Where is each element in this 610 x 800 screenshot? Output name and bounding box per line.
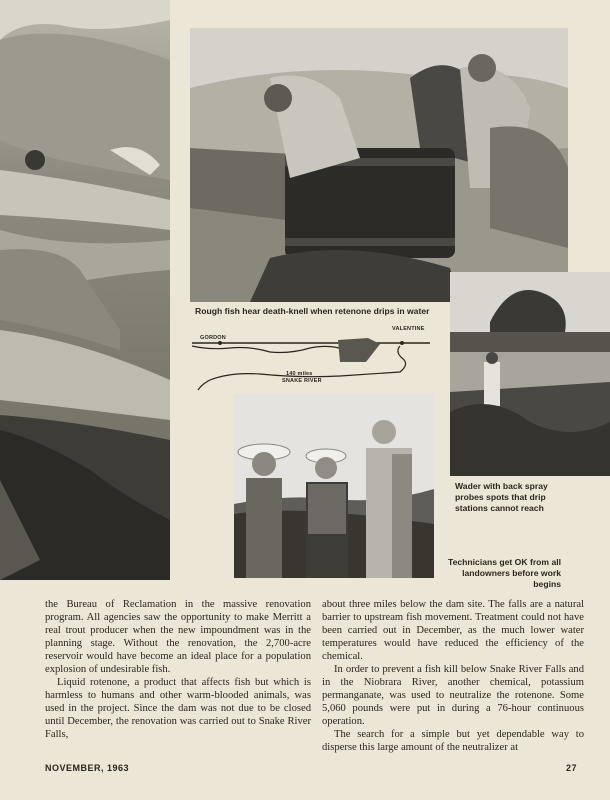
article-paragraph: about three miles below the dam site. The falls are a natural barrier to upstream fish movement. Treatment could not have been carried out in December, as the much lower water temperatures would have reduced the efficiency of the chemical. bbox=[322, 599, 584, 662]
landscape-photo bbox=[0, 0, 170, 580]
distance-label: 140 miles bbox=[286, 371, 313, 377]
article-paragraph: the Bureau of Reclamation in the massive renovation program. All agencies saw the opportunity to make Merritt a real trout producer when the new impoundment was in the planning stage. Without the renovation, the 2,700-acre reservoir would have become an ideal place for a population explosion of undesirable fish. bbox=[45, 599, 311, 675]
technicians-photo bbox=[234, 394, 434, 578]
article-column-2 bbox=[322, 598, 584, 754]
rough-fish-caption: Rough fish hear death-knell when retenone drips in water bbox=[195, 306, 430, 316]
gordon-label: GORDON bbox=[200, 335, 226, 341]
barrel-photo bbox=[190, 28, 568, 302]
article-paragraph: In order to prevent a fish kill below Snake River Falls and in the Niobrara River, another chemical, potassium permanganate, was used to neutralize the rotenone. Some 5,060 pounds were put in during a 76-hour continuous operation. bbox=[322, 664, 584, 727]
article-paragraph: The search for a simple but yet dependable way to disperse this large amount of the neutralizer at bbox=[322, 729, 584, 753]
article-paragraph: Liquid rotenone, a product that affects fish but which is harmless to humans and other warm-blooded animals, was used in the project. Since the dam was not due to be closed until December, the renovation was carried out to Snake River Falls, bbox=[45, 677, 311, 740]
page-number: 27 bbox=[566, 763, 578, 773]
wader-caption: Wader with back spray probes spots that drip stations cannot reach bbox=[455, 481, 548, 513]
wader-photo bbox=[450, 272, 610, 476]
article-column-1 bbox=[45, 598, 311, 741]
river-label: SNAKE RIVER bbox=[282, 378, 322, 384]
technicians-caption: Technicians get OK from all landowners before work begins bbox=[447, 557, 561, 589]
footer-date: NOVEMBER, 1963 bbox=[45, 763, 130, 773]
valentine-label: VALENTINE bbox=[392, 326, 425, 332]
